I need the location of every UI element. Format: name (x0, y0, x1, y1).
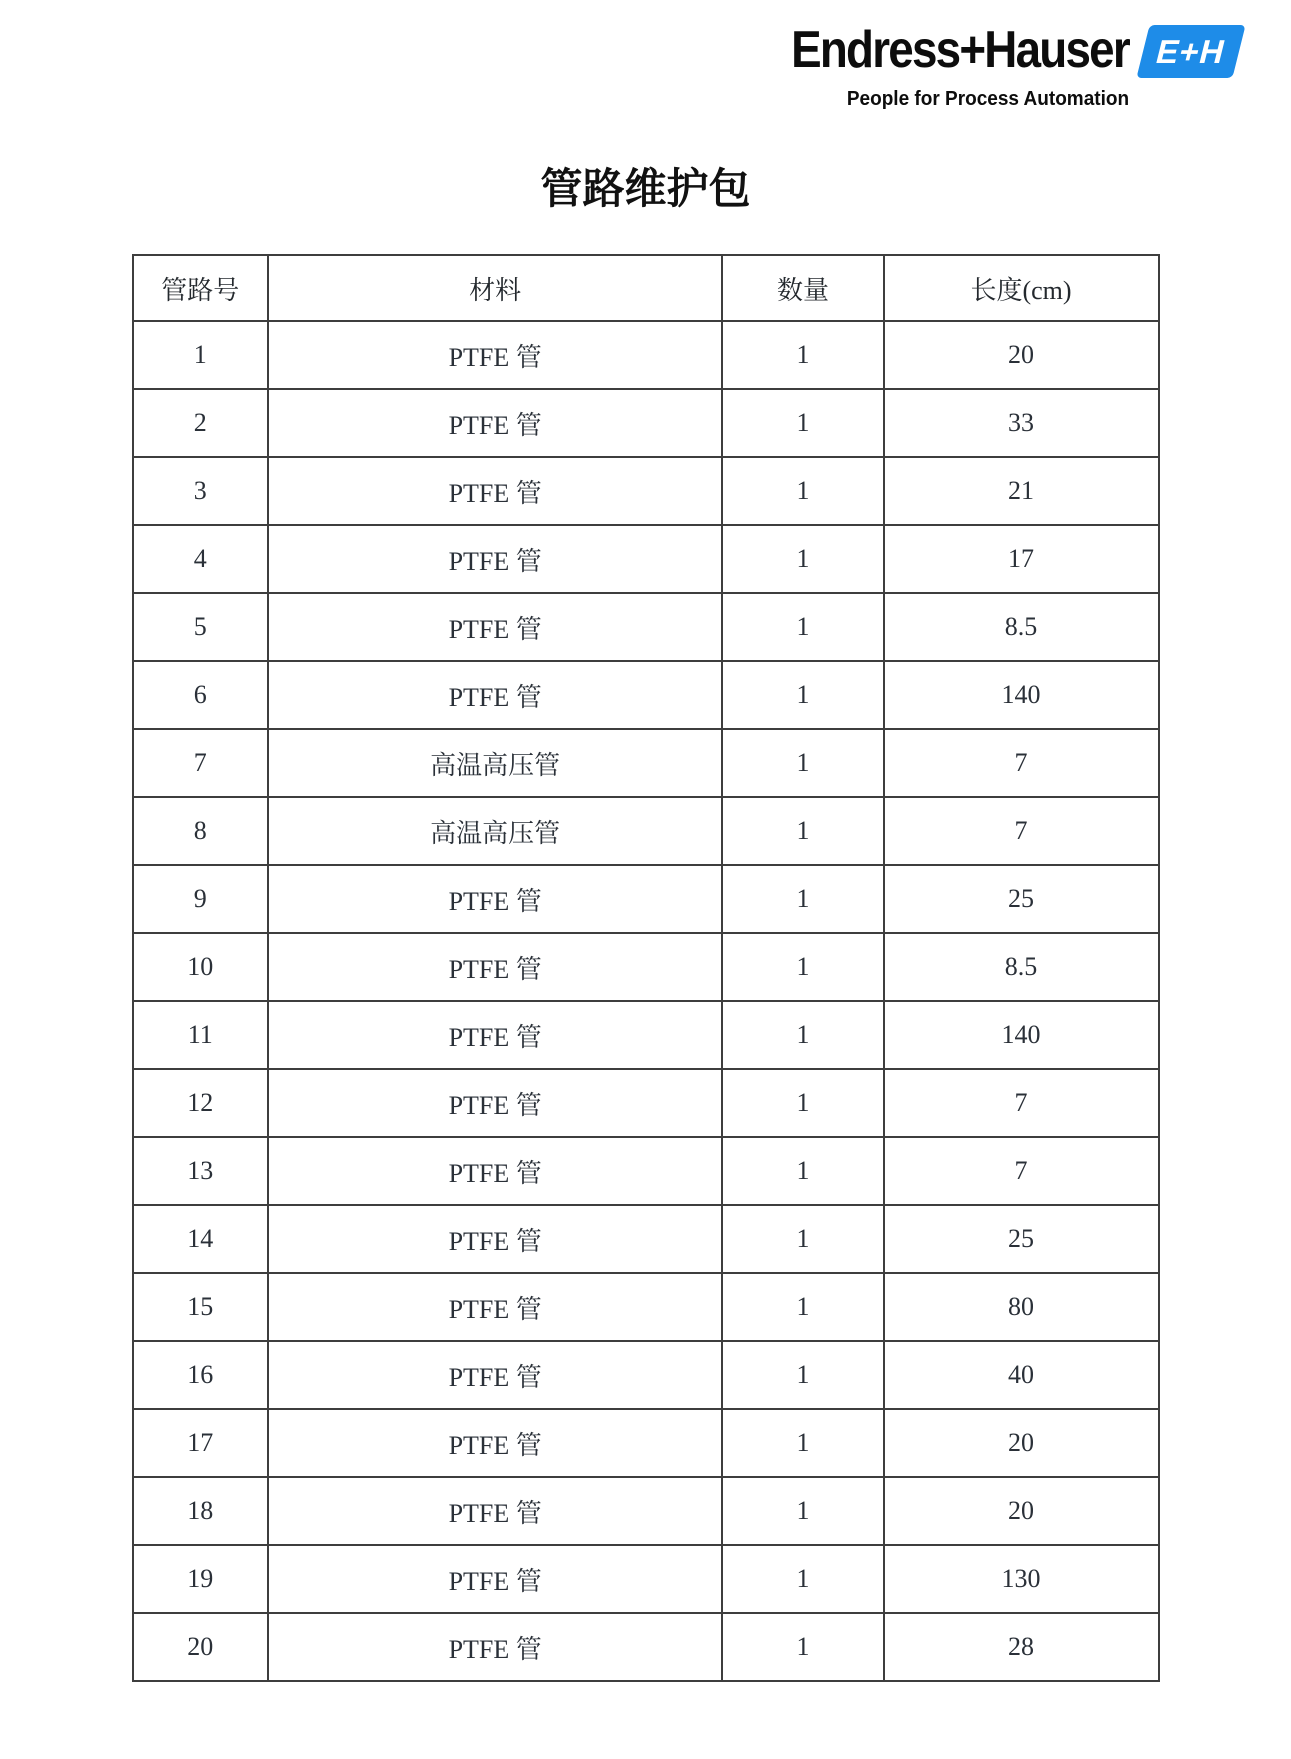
quantity-cell: 1 (722, 1273, 883, 1341)
table-row (133, 525, 1159, 593)
quantity-cell: 1 (722, 1137, 883, 1205)
pipe-number-cell: 19 (133, 1545, 268, 1613)
length-cell: 7 (884, 1069, 1159, 1137)
table-row (133, 1341, 1159, 1409)
quantity-cell: 1 (722, 593, 883, 661)
material-cell: PTFE 管 (268, 321, 723, 389)
pipe-number-cell: 7 (133, 729, 268, 797)
page-title: 管路维护包 (540, 165, 751, 212)
quantity-cell: 1 (722, 525, 883, 593)
pipe-number-cell: 10 (133, 933, 268, 1001)
quantity-cell: 1 (722, 389, 883, 457)
material-cell: PTFE 管 (268, 1545, 723, 1613)
eh-emblem-icon (1136, 25, 1245, 78)
quantity-cell: 1 (722, 321, 883, 389)
material-cell: PTFE 管 (268, 1069, 723, 1137)
length-cell: 25 (884, 865, 1159, 933)
column-header: 数量 (722, 255, 883, 321)
table-row (133, 389, 1159, 457)
length-cell: 33 (884, 389, 1159, 457)
brand-tagline: People for Process Automation (846, 88, 1129, 110)
quantity-cell: 1 (722, 797, 883, 865)
length-cell: 140 (884, 661, 1159, 729)
material-cell: PTFE 管 (268, 1205, 723, 1273)
quantity-cell: 1 (722, 1001, 883, 1069)
table-row (133, 1409, 1159, 1477)
length-cell: 28 (884, 1613, 1159, 1681)
quantity-cell: 1 (722, 865, 883, 933)
length-cell: 8.5 (884, 593, 1159, 661)
pipe-number-cell: 4 (133, 525, 268, 593)
quantity-cell: 1 (722, 729, 883, 797)
quantity-cell: 1 (722, 1545, 883, 1613)
length-cell: 140 (884, 1001, 1159, 1069)
material-cell: PTFE 管 (268, 1001, 723, 1069)
pipe-number-cell: 11 (133, 1001, 268, 1069)
table-row (133, 1545, 1159, 1613)
brand-text-block (745, 21, 1129, 111)
column-header: 长度(cm) (884, 255, 1159, 321)
material-cell: PTFE 管 (268, 1613, 723, 1681)
length-cell: 8.5 (884, 933, 1159, 1001)
quantity-cell: 1 (722, 1341, 883, 1409)
table-row (133, 729, 1159, 797)
table-row (133, 321, 1159, 389)
pipe-number-cell: 16 (133, 1341, 268, 1409)
length-cell: 25 (884, 1205, 1159, 1273)
length-cell: 7 (884, 797, 1159, 865)
table-row (133, 1273, 1159, 1341)
length-cell: 20 (884, 1409, 1159, 1477)
table-row (133, 1205, 1159, 1273)
quantity-cell: 1 (722, 933, 883, 1001)
column-header: 管路号 (133, 255, 268, 321)
pipe-number-cell: 3 (133, 457, 268, 525)
letterhead-logo (745, 21, 1239, 111)
table-row (133, 797, 1159, 865)
pipe-number-cell: 14 (133, 1205, 268, 1273)
pipe-number-cell: 13 (133, 1137, 268, 1205)
material-cell: PTFE 管 (268, 661, 723, 729)
material-cell: PTFE 管 (268, 525, 723, 593)
material-cell: PTFE 管 (268, 1137, 723, 1205)
material-cell: PTFE 管 (268, 1341, 723, 1409)
table-row (133, 457, 1159, 525)
material-cell: PTFE 管 (268, 457, 723, 525)
table-row (133, 1477, 1159, 1545)
length-cell: 17 (884, 525, 1159, 593)
table-row (133, 661, 1159, 729)
pipe-number-cell: 1 (133, 321, 268, 389)
table-row (133, 933, 1159, 1001)
table-row (133, 1137, 1159, 1205)
length-cell: 130 (884, 1545, 1159, 1613)
pipe-number-cell: 9 (133, 865, 268, 933)
material-cell: PTFE 管 (268, 389, 723, 457)
pipe-number-cell: 12 (133, 1069, 268, 1137)
quantity-cell: 1 (722, 1409, 883, 1477)
table-body (133, 321, 1159, 1681)
length-cell: 20 (884, 321, 1159, 389)
pipe-number-cell: 20 (133, 1613, 268, 1681)
table-row (133, 1069, 1159, 1137)
pipe-number-cell: 15 (133, 1273, 268, 1341)
column-header: 材料 (268, 255, 723, 321)
pipe-number-cell: 6 (133, 661, 268, 729)
material-cell: PTFE 管 (268, 865, 723, 933)
brand-name: Endress+Hauser (791, 21, 1129, 79)
length-cell: 7 (884, 1137, 1159, 1205)
table-row (133, 1613, 1159, 1681)
quantity-cell: 1 (722, 1477, 883, 1545)
quantity-cell: 1 (722, 661, 883, 729)
quantity-cell: 1 (722, 1069, 883, 1137)
length-cell: 21 (884, 457, 1159, 525)
material-cell: PTFE 管 (268, 933, 723, 1001)
pipe-number-cell: 5 (133, 593, 268, 661)
material-cell: PTFE 管 (268, 1409, 723, 1477)
length-cell: 80 (884, 1273, 1159, 1341)
quantity-cell: 1 (722, 1205, 883, 1273)
pipe-number-cell: 2 (133, 389, 268, 457)
pipe-number-cell: 17 (133, 1409, 268, 1477)
material-cell: PTFE 管 (268, 593, 723, 661)
material-cell: 高温高压管 (268, 797, 723, 865)
pipe-number-cell: 18 (133, 1477, 268, 1545)
material-cell: PTFE 管 (268, 1273, 723, 1341)
table-header-row (133, 255, 1159, 321)
length-cell: 7 (884, 729, 1159, 797)
length-cell: 20 (884, 1477, 1159, 1545)
quantity-cell: 1 (722, 457, 883, 525)
material-cell: PTFE 管 (268, 1477, 723, 1545)
quantity-cell: 1 (722, 1613, 883, 1681)
table-row (133, 593, 1159, 661)
pipe-number-cell: 8 (133, 797, 268, 865)
eh-emblem-letters: E+H (1152, 33, 1230, 70)
table-row (133, 865, 1159, 933)
material-cell: 高温高压管 (268, 729, 723, 797)
maintenance-parts-table (132, 254, 1160, 1682)
table-row (133, 1001, 1159, 1069)
length-cell: 40 (884, 1341, 1159, 1409)
